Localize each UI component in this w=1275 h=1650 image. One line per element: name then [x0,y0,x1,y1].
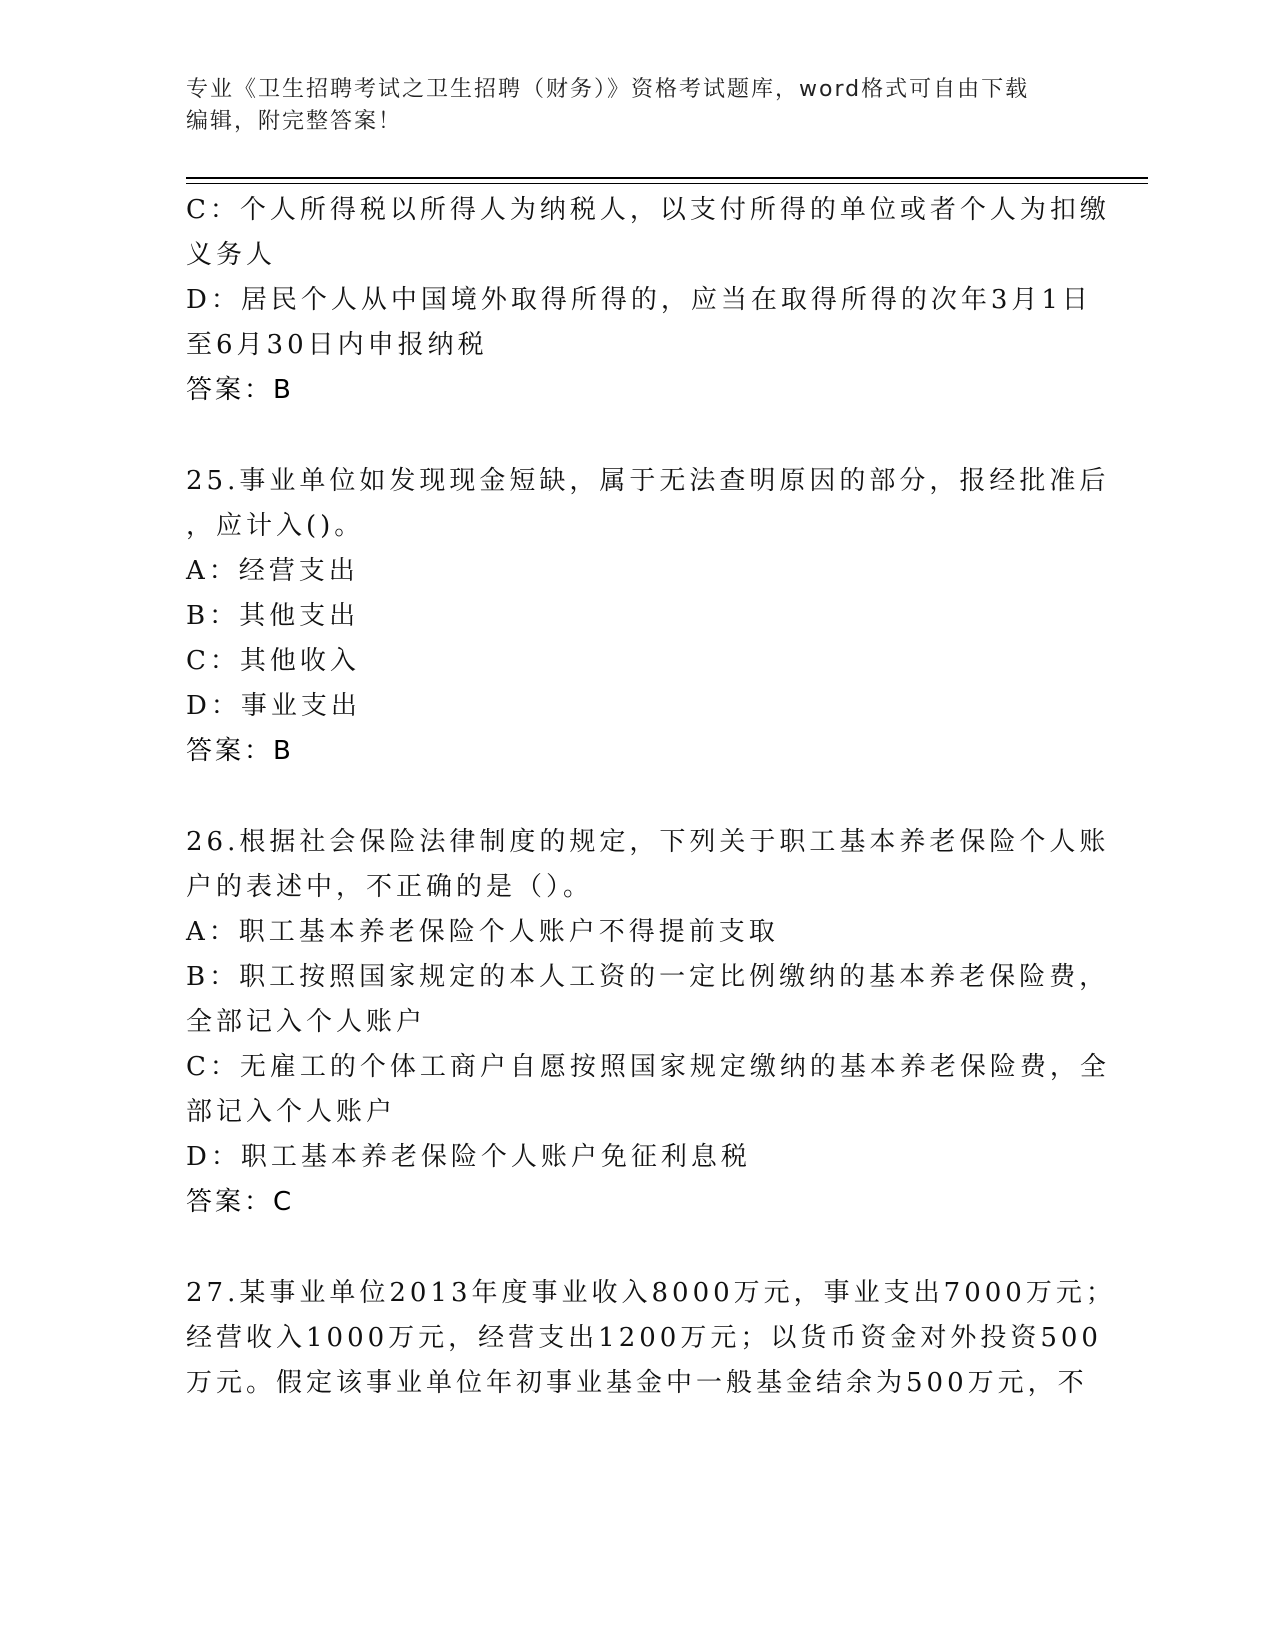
question-27 [186,1271,1116,1406]
option-d: D：事业支出 [186,691,361,721]
answer: 答案：B [186,375,294,405]
question-stem-line-1: 26.根据社会保险法律制度的规定，下列关于职工基本养老保险个人账 [186,827,1110,857]
option-a: A：职工基本养老保险个人账户不得提前支取 [186,917,779,947]
option-a: A：经营支出 [186,556,359,586]
option-b: B：其他支出 [186,601,360,631]
question-24-continued [186,188,1110,413]
option-d: D：职工基本养老保险个人账户免征利息税 [186,1142,751,1172]
question-stem-line-1: 25.事业单位如发现现金短缺，属于无法查明原因的部分，报经批准后 [186,466,1110,496]
option-c-line-1: C：个人所得税以所得人为纳税人，以支付所得的单位或者个人为扣缴 [186,195,1110,225]
header-rule-thin [186,183,1148,184]
option-d-line-1: D：居民个人从中国境外取得所得的，应当在取得所得的次年3月1日 [186,285,1092,315]
answer: 答案：B [186,736,294,766]
option-c-line-2: 义务人 [186,240,277,270]
option-b-line-1: B：职工按照国家规定的本人工资的一定比例缴纳的基本养老保险费， [186,962,1110,992]
question-25 [186,459,1110,774]
header-line-2: 编辑，附完整答案！ [186,109,403,134]
question-stem-line-3: 万元。假定该事业单位年初事业基金中一般基金结余为500万元，不 [186,1368,1088,1398]
header-rule-thick [186,177,1148,179]
question-26 [186,820,1110,1225]
option-b-line-2: 全部记入个人账户 [186,1007,427,1037]
question-stem-line-2: 经营收入1000万元，经营支出1200万元；以货币资金对外投资500 [186,1323,1102,1353]
page-header [186,74,1066,138]
option-c-line-1: C：无雇工的个体工商户自愿按照国家规定缴纳的基本养老保险费，全 [186,1052,1110,1082]
option-c-line-2: 部记入个人账户 [186,1097,397,1127]
question-stem-line-1: 27.某事业单位2013年度事业收入8000万元，事业支出7000万元； [186,1278,1116,1308]
header-line-1: 专业《卫生招聘考试之卫生招聘（财务）》资格考试题库，word格式可自由下载 [186,77,1030,102]
option-d-line-2: 至6月30日内申报纳税 [186,330,488,360]
question-stem-line-2: ，应计入()。 [186,511,365,541]
question-stem-line-2: 户的表述中，不正确的是（）。 [186,872,594,902]
document-body [186,188,1116,1406]
answer: 答案：C [186,1187,295,1217]
option-c: C：其他收入 [186,646,360,676]
